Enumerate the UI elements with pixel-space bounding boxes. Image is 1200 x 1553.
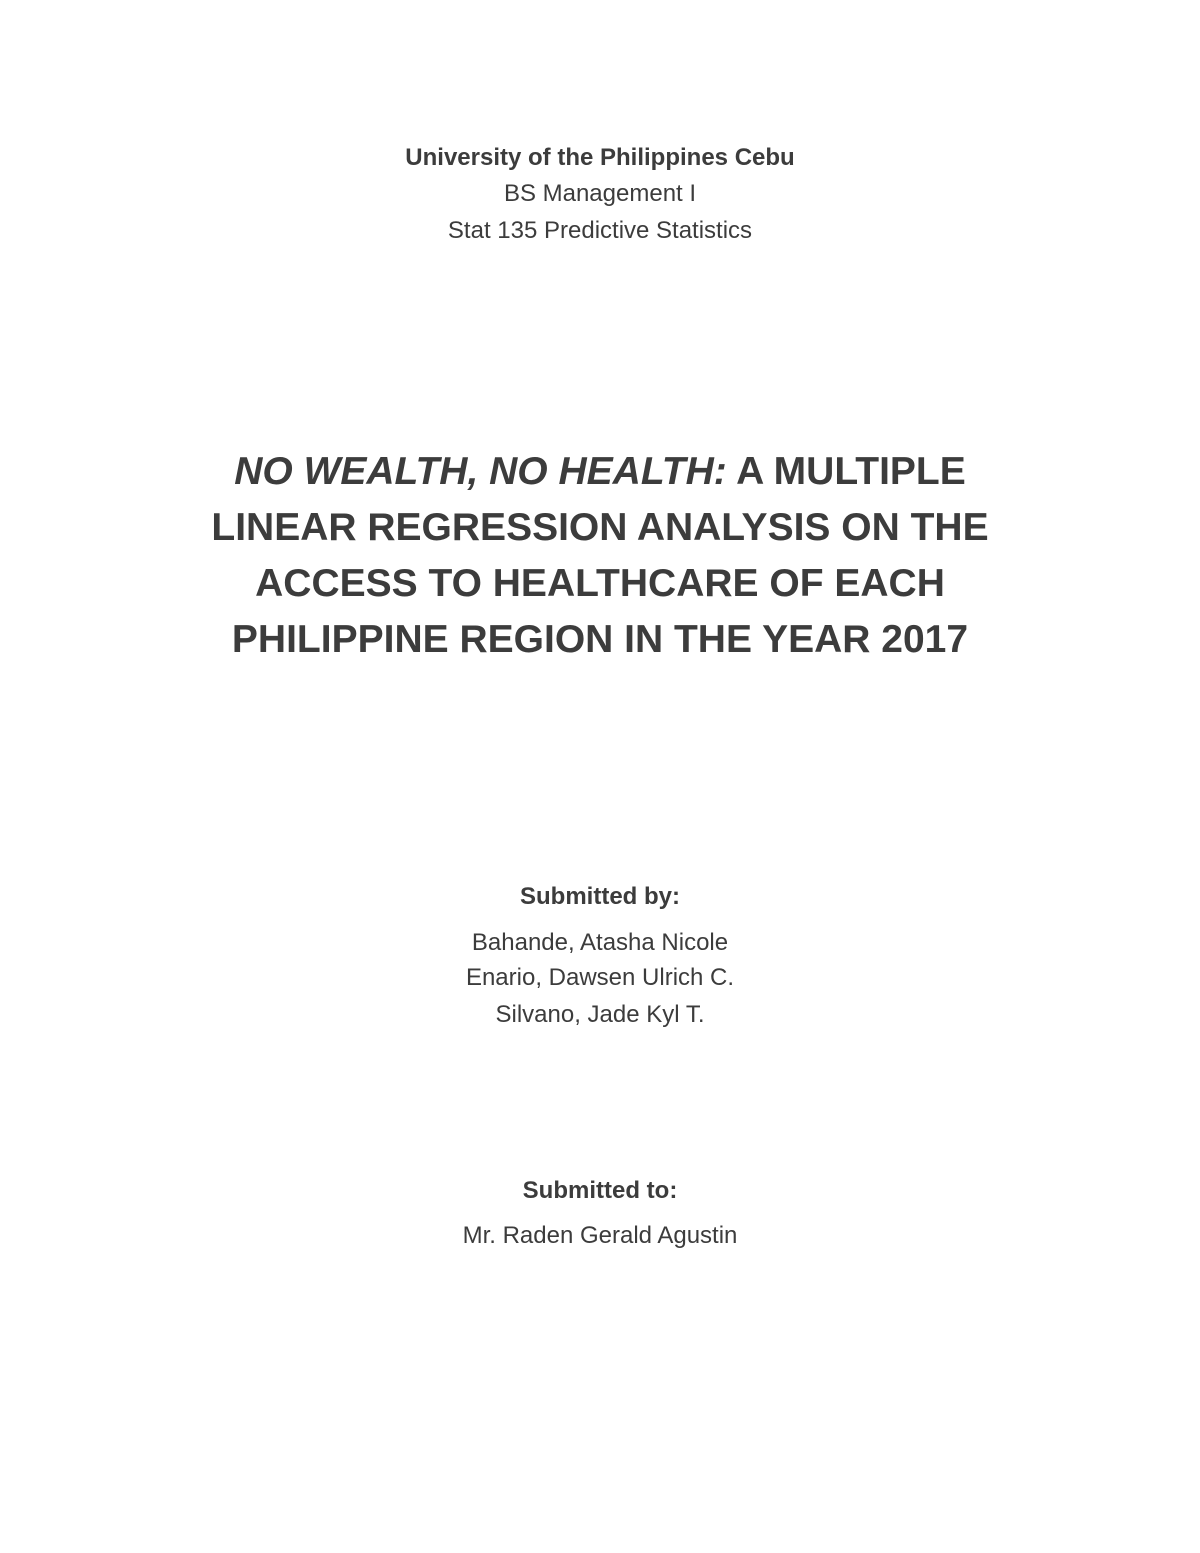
- advisor-name: Mr. Raden Gerald Agustin: [462, 1222, 738, 1249]
- institution-name: University of the Philippines Cebu: [405, 144, 795, 171]
- paper-title: [0, 444, 1200, 668]
- title-line-3: ACCESS TO HEALTHCARE OF EACH: [255, 562, 945, 605]
- submitted-by-label: Submitted by:: [520, 883, 680, 910]
- title-line-1: [0, 444, 1200, 500]
- title-line-1-rest: A MULTIPLE: [726, 450, 966, 493]
- submitted-to-label: Submitted to:: [522, 1177, 678, 1204]
- course-name: Stat 135 Predictive Statistics: [447, 217, 753, 244]
- program-name: BS Management I: [503, 180, 697, 207]
- title-italic-part: NO WEALTH, NO HEALTH:: [234, 450, 727, 493]
- title-line-2: LINEAR REGRESSION ANALYSIS ON THE: [211, 506, 989, 549]
- author-name: Bahande, Atasha Nicole: [471, 929, 729, 956]
- author-name: Silvano, Jade Kyl T.: [495, 1001, 705, 1028]
- title-line-4: PHILIPPINE REGION IN THE YEAR 2017: [231, 618, 969, 661]
- author-name: Enario, Dawsen Ulrich C.: [465, 964, 735, 991]
